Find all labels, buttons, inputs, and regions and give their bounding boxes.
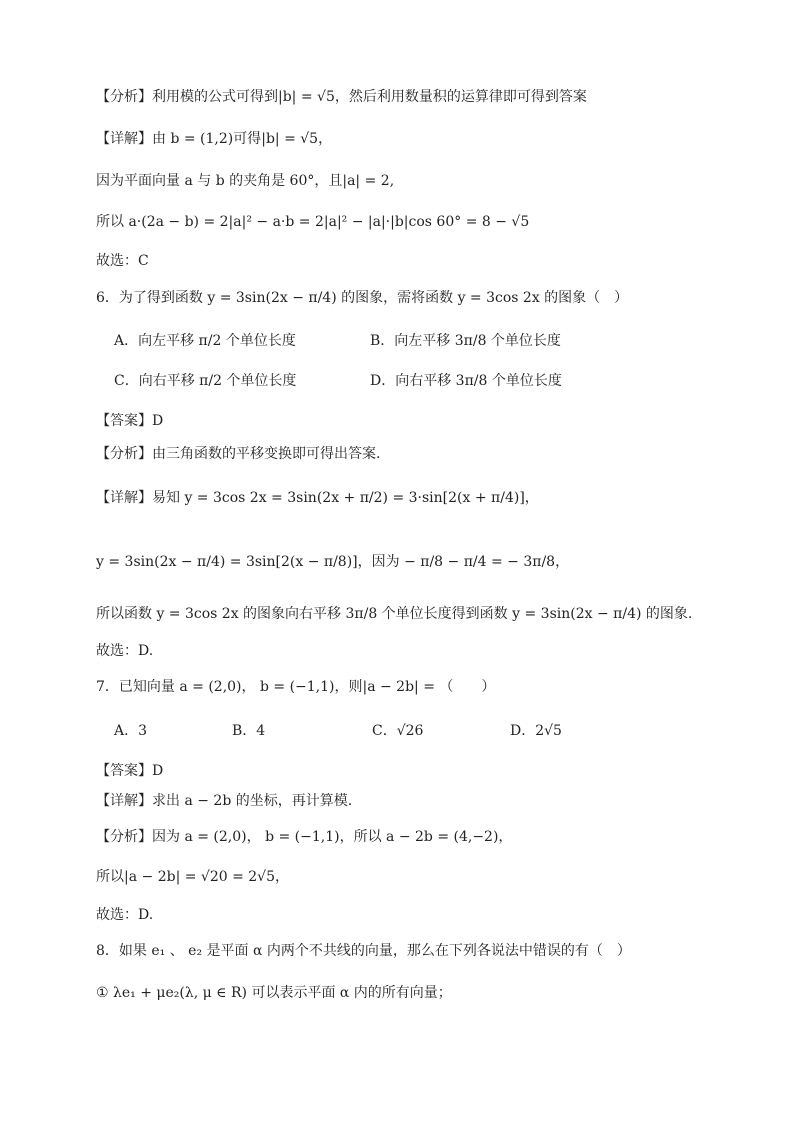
option-a: A．向左平移 π/2 个单位长度 — [114, 333, 296, 349]
choice-line: 故选：C — [96, 253, 149, 269]
question-7: 7．已知向量 a = (2,0)， b = (−1,1)，则|a − 2b| = （ ） — [96, 679, 496, 695]
option-c: C．向右平移 π/2 个单位长度 — [114, 373, 297, 389]
solution-line: 因为平面向量 a 与 b 的夹角是 60°，且|a| = 2, — [96, 173, 395, 189]
solution-line: 所以函数 y = 3cos 2x 的图象向右平移 3π/8 个单位长度得到函数 y = 3sin(2x − π/4) 的图象. — [96, 606, 693, 622]
solution-line: 所以|a − 2b| = √20 = 2√5， — [96, 869, 290, 885]
solution-line: 所以 a·(2a − b) = 2|a|² − a·b = 2|a|² − |a|·|b|cos 60° = 8 − √5 — [96, 214, 530, 230]
analysis-line: 【分析】利用模的公式可得到|b| = √5，然后利用数量积的运算律即可得到答案 — [96, 89, 587, 105]
analysis-line: 【分析】因为 a = (2,0)， b = (−1,1)，所以 a − 2b = (4,−2)， — [96, 829, 513, 845]
solution-line: 【详解】由 b = (1,2)可得|b| = √5， — [96, 131, 333, 147]
question-8: 8．如果 e₁ 、 e₂ 是平面 α 内两个不共线的向量，那么在下列各说法中错误的有（ ） — [96, 943, 631, 959]
answer-line: 【答案】D — [96, 413, 164, 429]
statement-1: ① λe₁ + μe₂(λ, μ ∈ R) 可以表示平面 α 内的所有向量； — [96, 985, 452, 1001]
analysis-line: 【分析】由三角函数的平移变换即可得出答案. — [96, 446, 381, 462]
option-a: A．3 — [114, 723, 148, 739]
option-d: D．向右平移 3π/8 个单位长度 — [370, 373, 562, 389]
option-b: B．4 — [232, 723, 266, 739]
option-b: B．向左平移 3π/8 个单位长度 — [370, 333, 561, 349]
solution-line: 【详解】求出 a − 2b 的坐标，再计算模. — [96, 793, 353, 809]
answer-line: 【答案】D — [96, 763, 164, 779]
choice-line: 故选：D. — [96, 907, 154, 923]
choice-line: 故选：D. — [96, 643, 154, 659]
solution-line: 【详解】易知 y = 3cos 2x = 3sin(2x + π/2) = 3·sin[2(x + π/4)]， — [96, 490, 539, 506]
option-d: D．2√5 — [510, 723, 562, 739]
solution-line: y = 3sin(2x − π/4) = 3sin[2(x − π/8)]，因为 − π/8 − π/4 = − 3π/8， — [96, 554, 570, 570]
option-c: C．√26 — [372, 723, 424, 739]
question-6: 6．为了得到函数 y = 3sin(2x − π/4) 的图象，需将函数 y = 3cos 2x 的图象（ ） — [96, 290, 629, 306]
